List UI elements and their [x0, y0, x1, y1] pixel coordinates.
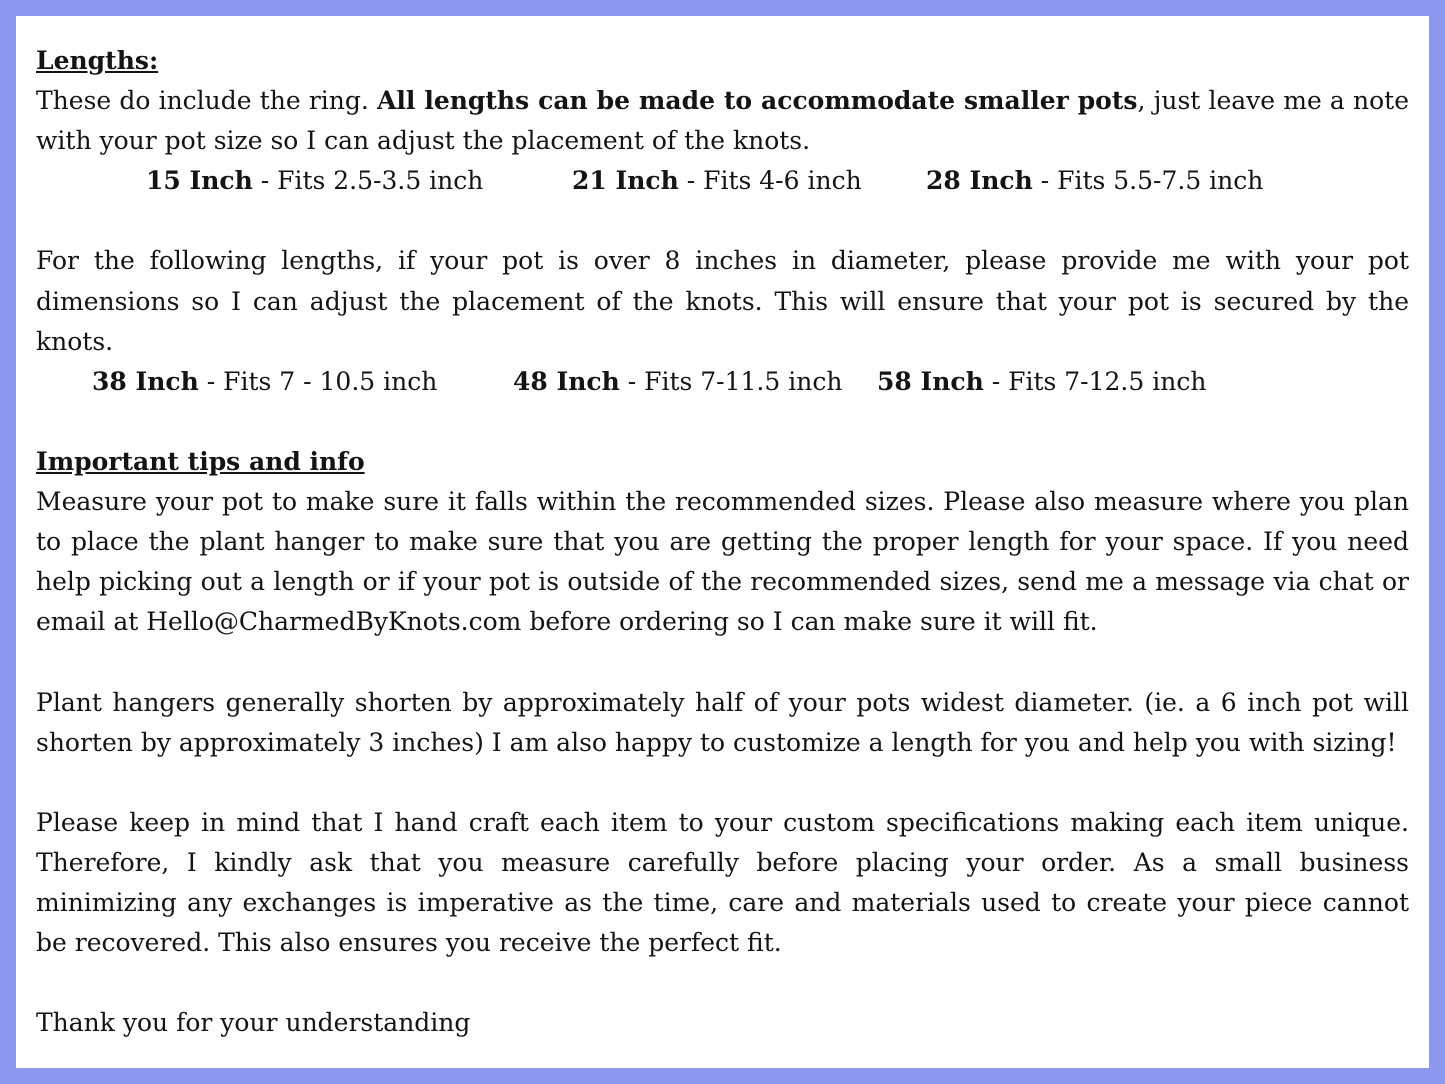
spacer: [36, 963, 1409, 1003]
shorten-paragraph: Plant hangers generally shorten by approximately half of your pots widest diameter. (ie. a 6 inch pot will shorten by approximately 3 inches) I am also happy to customize a length for you and help you with sizing!: [36, 687, 1409, 757]
lengths-heading: Lengths:: [36, 46, 159, 75]
large-sizes-row: [36, 362, 1409, 402]
size-item-48: [513, 362, 842, 402]
size-length: 15 Inch: [146, 166, 253, 196]
lengths-intro-text: These do include the ring.: [36, 86, 378, 116]
lengths-intro-rest: , just leave me a note with your pot size so I can adjust the placement of the knots.: [36, 86, 1409, 156]
small-sizes-row: [36, 161, 1409, 201]
size-fit: - Fits 7 - 10.5 inch: [198, 366, 438, 396]
spacer: [36, 201, 1409, 241]
size-item-21: [572, 161, 862, 201]
lengths-intro: [36, 81, 1409, 161]
size-fit: - Fits 4-6 inch: [678, 166, 862, 196]
tips-heading: Important tips and info: [36, 446, 365, 476]
size-item-38: [92, 362, 437, 402]
size-length: 21 Inch: [572, 166, 679, 196]
spacer: [36, 402, 1409, 442]
measure-paragraph: Measure your pot to make sure it falls within the recommended sizes. Please also measure where you plan to place the plant hanger to make sure that you are getting the proper length for your space. If you need help picking out a length or if your pot is outside of the recommended sizes, send me a message via chat or email at Hello@CharmedByKnots.com before ordering so I can make sure it will fit.: [36, 487, 1409, 637]
custom-paragraph: Please keep in mind that I hand craft each item to your custom specifications making each item unique. Therefore, I kindly ask that you measure carefully before placing your order. As a small business minimizing any exchanges is imperative as the time, care and materials used to create your piece cannot be recovered. This also ensures you receive the perfect fit.: [36, 807, 1409, 958]
size-length: 28 Inch: [926, 166, 1033, 196]
size-fit: - Fits 7-12.5 inch: [983, 366, 1207, 396]
document-page: [16, 16, 1429, 1068]
size-item-15: [146, 161, 483, 201]
size-item-28: [926, 161, 1263, 201]
size-item-58: [877, 362, 1206, 402]
large-sizes-note: For the following lengths, if your pot is over 8 inches in diameter, please provide me with your pot dimensions so I can adjust the placement of the knots. This will ensure that your pot is secured by the knots.: [36, 246, 1409, 356]
size-fit: - Fits 7-11.5 inch: [619, 366, 843, 396]
spacer: [36, 642, 1409, 682]
size-length: 48 Inch: [513, 366, 620, 396]
size-fit: - Fits 5.5-7.5 inch: [1032, 166, 1264, 196]
thanks-line: Thank you for your understanding: [36, 1008, 471, 1038]
lengths-intro-bold: All lengths can be made to accommodate smaller pots: [377, 86, 1138, 116]
spacer: [36, 763, 1409, 803]
size-length: 58 Inch: [877, 366, 984, 396]
size-length: 38 Inch: [92, 366, 199, 396]
size-fit: - Fits 2.5-3.5 inch: [252, 166, 484, 196]
